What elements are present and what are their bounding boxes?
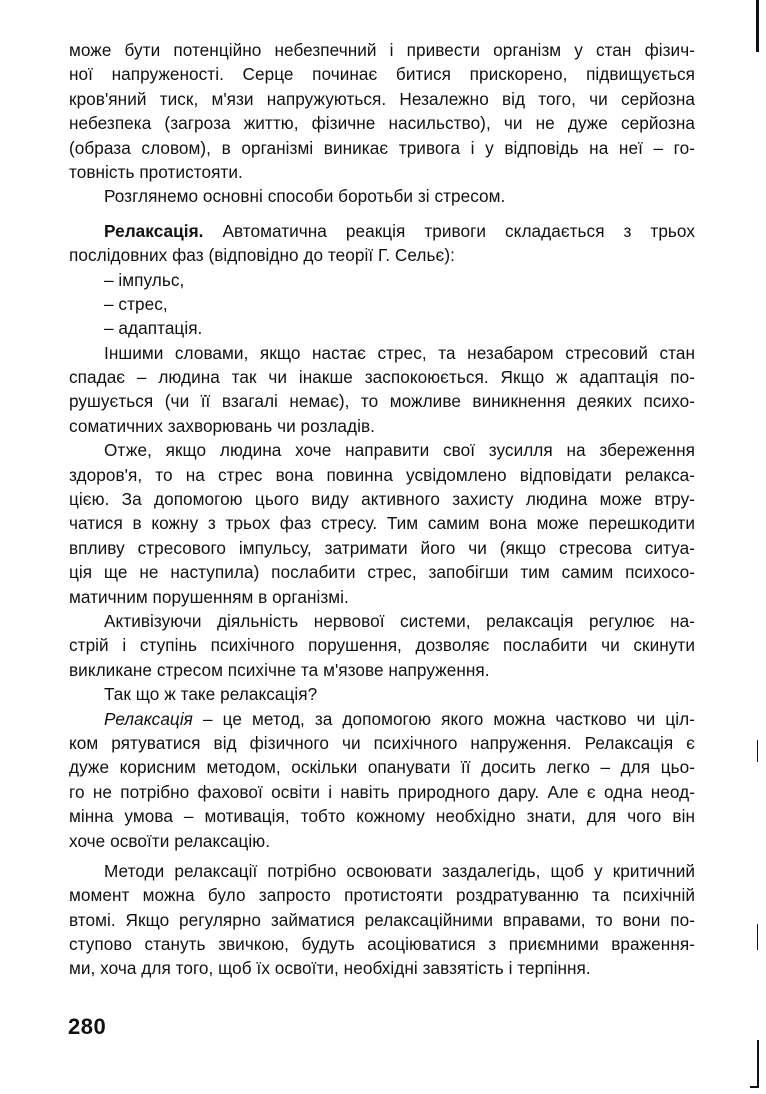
scan-edge-mark <box>756 0 759 52</box>
text-line: рушується (чи її взагалі немає), то можливе виникнення деяких психо- <box>69 391 695 412</box>
text-line: може бути потенційно небезпечний і привести організм у стан фізич- <box>69 40 695 60</box>
list-item: – імпульс, <box>104 269 185 290</box>
scan-edge-mark <box>757 924 758 950</box>
text-line: спадає – людина так чи інакше заспокоюється. Якщо ж адаптація по- <box>69 367 695 388</box>
text-line: чатися в кожну з трьох фаз стресу. Тим самим вона може перешкодити <box>69 513 695 534</box>
text-line: втомі. Якщо регулярно займатися релаксаційними вправами, то вони по- <box>69 909 695 930</box>
paragraph-4 <box>69 609 695 682</box>
text-line: мінна умова – мотивація, тобто кожному необхідно знати, для чого він <box>69 806 695 827</box>
text-line: здоров'я, то на стрес вона повинна усвідомлено відповідати релакса- <box>69 464 695 485</box>
scan-edge-mark <box>757 1040 759 1088</box>
paragraph-definition <box>69 707 695 853</box>
text-line: Методи релаксації потрібно освоювати заздалегідь, щоб у критичний <box>104 860 695 881</box>
text-line: Так що ж таке релаксація? <box>104 684 318 705</box>
list-item: – стрес, <box>104 293 168 314</box>
text-line <box>69 219 695 243</box>
list-item: – адаптація. <box>104 318 203 339</box>
text-line: викликане стресом психічне та м'язове напруження. <box>69 659 490 680</box>
text-line: хоче освоїти релаксацію. <box>69 830 271 851</box>
text-line: послідовних фаз (відповідно до теорії Г. Сельє): <box>69 245 455 266</box>
text-line: момент можна було запросто протистояти роздратуванню та психічній <box>69 885 695 906</box>
text-run: Автоматична реакція тривоги складається з трьох <box>222 220 695 241</box>
text-line: небезпека (загроза життю, фізичне насильство), чи не дуже серйозна <box>69 113 695 134</box>
text-line: ступово стануть звичкою, будуть асоціюватися з приємними враження- <box>69 934 695 955</box>
text-line: (образа словом), в організмі виникає тривога і у відповідь на неї – го- <box>69 137 695 158</box>
paragraph-6 <box>69 859 695 981</box>
text-line: Отже, якщо людина хоче направити свої зусилля на збереження <box>104 440 695 461</box>
scan-edge-mark <box>750 1086 759 1088</box>
text-line: кров'яний тиск, м'язи напружуються. Незалежно від того, чи серйозна <box>69 88 695 109</box>
section-gap <box>69 209 695 219</box>
text-line: ком рятуватися від фізичного чи психічного напруження. Релаксація є <box>69 732 695 753</box>
text-line: дуже корисним методом, оскільки опанувати її досить легко – для цьо- <box>69 757 695 778</box>
text-line: го не потрібно фахової освіти і навіть природного дару. Але є одна неод- <box>69 781 695 802</box>
paragraph-3 <box>69 438 695 609</box>
text-line: Іншими словами, якщо настає стрес, та незабаром стресовий стан <box>104 342 695 363</box>
paragraph-2 <box>69 341 695 439</box>
text-line: впливу стресового імпульсу, затримати його чи (якщо стресова ситуа- <box>69 537 695 558</box>
paragraph-question <box>69 682 695 706</box>
text-line: стрій і ступінь психічного порушення, дозволяє послабити чи скинути <box>69 635 695 656</box>
text-line: ція ще не наступила) послабити стрес, запобігши тим самим психосо- <box>69 562 695 583</box>
text-line: ної напруженості. Серце починає битися прискорено, підвищується <box>69 64 695 85</box>
text-line: Розглянемо основні способи боротьби зі стресом. <box>104 186 506 207</box>
scan-edge-mark <box>757 740 758 762</box>
page-number: 280 <box>68 1014 107 1039</box>
text-line: матичним порушенням в організмі. <box>69 586 349 607</box>
text-line: товність протистояти. <box>69 161 243 182</box>
text-line <box>69 707 695 731</box>
text-line: соматичних захворювань чи розладів. <box>69 415 375 436</box>
text-line: цією. За допомогою цього виду активного захисту людина може втру- <box>69 489 695 510</box>
text-run: – це метод, за допомогою якого можна частково чи ціл- <box>192 708 695 729</box>
section-heading: Релаксація. <box>104 220 204 241</box>
page-body <box>69 38 695 981</box>
text-line: ми, хоча для того, щоб їх освоїти, необхідні завзятість і терпіння. <box>69 958 591 979</box>
paragraph-intro <box>69 38 695 209</box>
text-line: Активізуючи діяльність нервової системи, релаксація регулює на- <box>104 610 695 631</box>
definition-term: Релаксація <box>104 708 193 729</box>
paragraph-relaxation <box>69 219 695 341</box>
